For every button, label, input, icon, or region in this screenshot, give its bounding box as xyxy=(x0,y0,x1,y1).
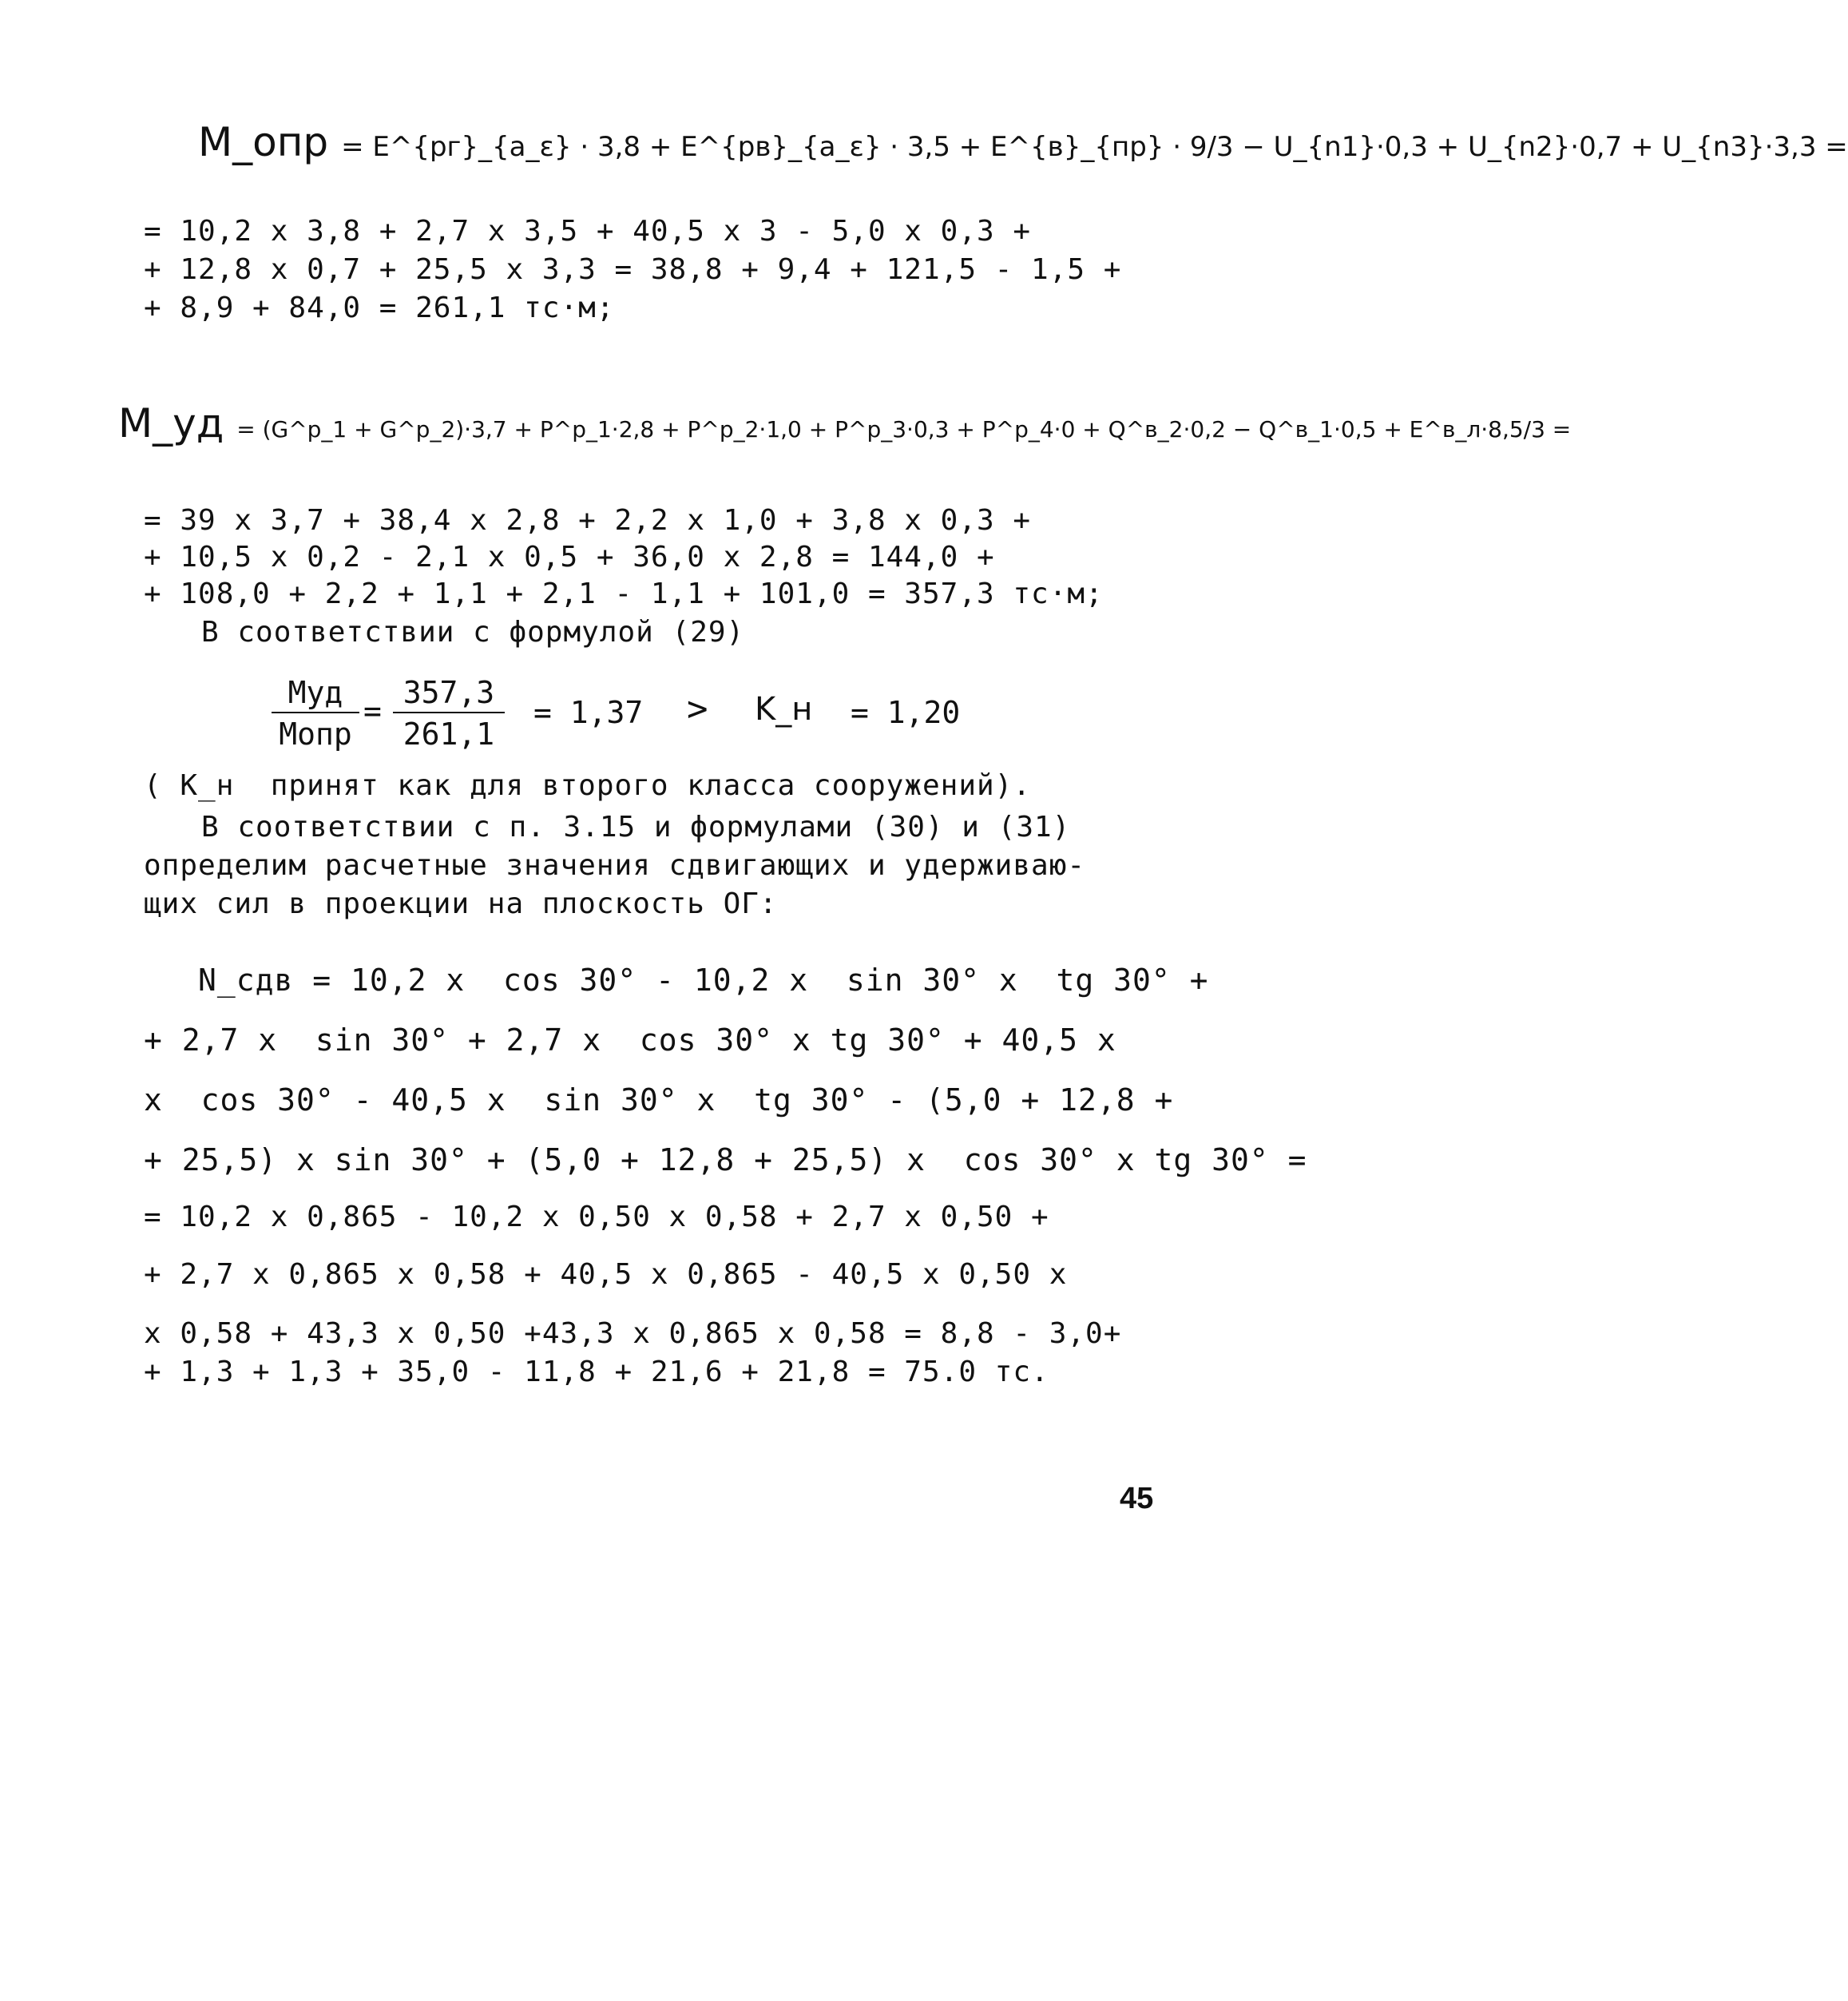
ratio-label-fraction xyxy=(272,675,359,752)
para-line-2: определим расчетные значения сдвигающих и удерживаю- xyxy=(144,849,1086,882)
ratio-num-label: Mуд xyxy=(272,675,359,713)
formula-m-opr-lhs: M_опр xyxy=(198,119,329,165)
para-line-3: щих сил в проекции на плоскость OГ: xyxy=(144,887,778,920)
calc-n-line-8: + 1,3 + 1,3 + 35,0 - 11,8 + 21,6 + 21,8 = 75.0 тс. xyxy=(144,1356,1049,1388)
calc-n-line-5: = 10,2 x 0,865 - 10,2 x 0,50 x 0,58 + 2,7 x 0,50 + xyxy=(144,1201,1049,1233)
calc-m-ud-line-1: = 39 x 3,7 + 38,4 x 2,8 + 2,2 x 1,0 + 3,8 x 0,3 + xyxy=(144,504,1032,537)
ratio-value-fraction xyxy=(393,675,505,752)
formula-m-ud-rhs: = (G^р_1 + G^р_2)·3,7 + P^р_1·2,8 + P^р_2·1,0 + P^р_3·0,3 + P^р_4·0 + Q^в_2·0,2 − Q^в_1·0,5 + E^в_л·8,5/3 = xyxy=(236,416,1572,443)
page-number: 45 xyxy=(1120,1482,1154,1515)
formula-m-opr-rhs: = E^{рг}_{a_ε} · 3,8 + E^{рв}_{a_ε} · 3,5 + E^{в}_{пр} · 9/3 − U_{n1}·0,3 + U_{n2}·0,7 + U_{n3}·3,3 = xyxy=(341,131,1848,163)
calc-n-line-4: + 25,5) x sin 30° + (5,0 + 12,8 + 25,5) x cos 30° x tg 30° = xyxy=(144,1142,1307,1177)
note-k-class: ( K_н принят как для второго класса сооружений). xyxy=(144,769,1032,802)
calc-n-line-2: + 2,7 x sin 30° + 2,7 x cos 30° x tg 30° + 40,5 x xyxy=(144,1022,1116,1058)
calc-m-ud-line-3: + 108,0 + 2,2 + 1,1 + 2,1 - 1,1 + 101,0 = 357,3 тс·м; xyxy=(144,578,1104,610)
ratio-k-label: K_н xyxy=(755,691,813,728)
para-line-1: В соответствии с п. 3.15 и формулами (30) и (31) xyxy=(201,811,1071,844)
calc-m-opr-line-1: = 10,2 x 3,8 + 2,7 x 3,5 + 40,5 x 3 - 5,0 x 0,3 + xyxy=(144,215,1032,248)
calc-m-ud-line-2: + 10,5 x 0,2 - 2,1 x 0,5 + 36,0 x 2,8 = 144,0 + xyxy=(144,541,995,574)
calc-m-opr-line-3: + 8,9 + 84,0 = 261,1 тс·м; xyxy=(144,292,615,324)
text-formula-29: В соответствии с формулой (29) xyxy=(201,616,745,649)
ratio-den-value: 261,1 xyxy=(403,717,495,752)
calc-n-line-3: x cos 30° - 40,5 x sin 30° x tg 30° - (5,0 + 12,8 + xyxy=(144,1082,1174,1118)
formula-m-opr xyxy=(198,118,1848,171)
ratio-gt-sign: > xyxy=(687,689,708,729)
formula-m-ud-lhs: M_уд xyxy=(118,400,224,447)
formula-m-ud xyxy=(118,399,1571,454)
ratio-den-label: Mопр xyxy=(279,717,352,752)
ratio-k-value: = 1,20 xyxy=(851,695,961,730)
calc-n-line-7: x 0,58 + 43,3 x 0,50 +43,3 x 0,865 x 0,58 = 8,8 - 3,0+ xyxy=(144,1317,1122,1350)
ratio-num-value: 357,3 xyxy=(393,675,505,713)
ratio-eq: = xyxy=(363,693,382,729)
ratio-result: = 1,37 xyxy=(533,695,644,730)
calc-n-line-6: + 2,7 x 0,865 x 0,58 + 40,5 x 0,865 - 40,5 x 0,50 x xyxy=(144,1258,1068,1291)
calc-n-line-1: N_сдв = 10,2 x cos 30° - 10,2 x sin 30° x tg 30° + xyxy=(198,963,1209,998)
calc-m-opr-line-2: + 12,8 x 0,7 + 25,5 x 3,3 = 38,8 + 9,4 + 121,5 - 1,5 + xyxy=(144,253,1122,286)
